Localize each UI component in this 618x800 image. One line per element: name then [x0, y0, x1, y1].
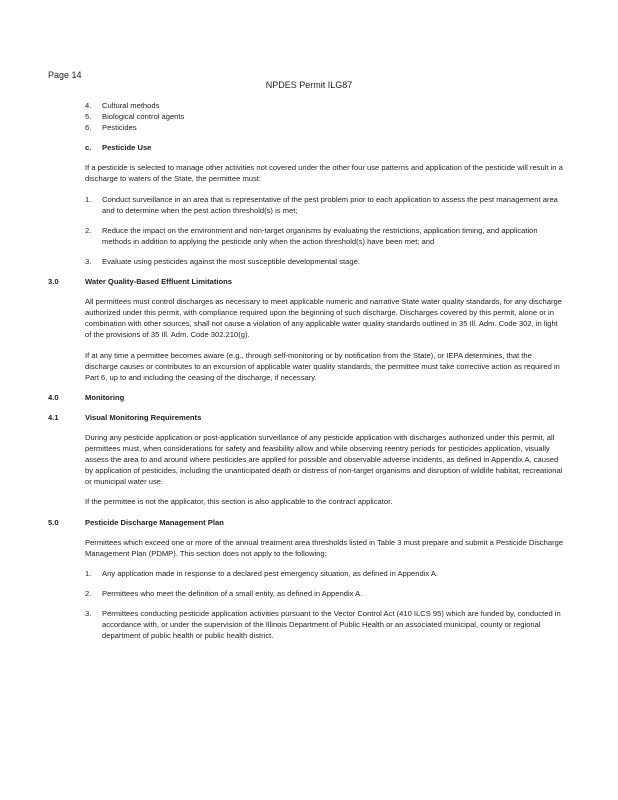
list-item [0, 194, 566, 216]
section-heading [0, 412, 618, 423]
list-number: 2. [85, 588, 92, 598]
list-text: Reduce the impact on the environment and non-target organisms by evaluating the restrictions, application timing, and application methods in addition to applying the pesticide only when the action threshold(s) have been met; and [102, 225, 538, 246]
paragraph: All permittees must control discharges as necessary to meet applicable numeric and narrative State water quality standards, for any discharge authorized under this permit, with compliance required upon the beginning of such discharge. Discharges covered by this permit, alone or in combination with other sources, shall not cause a violation of any applicable water quality standards outlined in 35 Ill. Adm. Code 302, in light of the provisions of 35 Ill. Adm. Code 302.210(g). [85, 297, 562, 340]
paragraph: If at any time a permittee becomes aware (e.g., through self-monitoring or by notification from the State), or IEPA determines, that the discharge causes or contributes to an excursion of applicable water quality standards, the permittee must take corrective action as required in Part 6, up to and including the ceasing of the discharge, if necessary. [85, 350, 560, 382]
list-text: Biological control agents [102, 112, 185, 122]
header-title: NPDES Permit ILG87 [265, 80, 353, 90]
section-heading [0, 392, 618, 403]
list-number: 5. [85, 112, 92, 122]
list-item [0, 588, 566, 599]
section-title: Pesticide Discharge Management Plan [85, 517, 224, 527]
list-number: 6. [85, 123, 92, 133]
list-item [0, 256, 566, 267]
list-text: Permittees conducting pesticide application activities pursuant to the Vector Control Act (410 ILCS 95) which are funded by, conducted in accordance with, or under the supervision of the Illinois Department of Public Health or an associated municipal, county or regional department of public health or public health district. [102, 609, 561, 641]
list-item [0, 225, 566, 247]
section-number: 4.0 [48, 392, 59, 402]
list-text: Cultural methods [102, 101, 160, 110]
list-item [0, 608, 566, 641]
section-heading [0, 276, 618, 287]
section-number: 3.0 [48, 277, 59, 287]
list-number: 3. [85, 256, 92, 266]
document-body [0, 100, 618, 641]
subsection-heading [0, 142, 618, 153]
list-number: 1. [85, 194, 92, 204]
list-item [0, 100, 618, 111]
list-item [0, 568, 566, 579]
list-text: Permittees who meet the definition of a small entity, as defined in Appendix A. [102, 588, 363, 598]
list-number: 2. [85, 225, 92, 235]
list-number: 4. [85, 101, 92, 110]
paragraph: Permittees which exceed one or more of the annual treatment area thresholds listed in Table 3 must prepare and submit a Pesticide Discharge Management Plan (PDMP). This section does not apply to the following: [85, 537, 564, 558]
paragraph: If the permittee is not the applicator, this section is also applicable to the contract applicator. [85, 497, 393, 507]
paragraph: During any pesticide application or post-application surveillance of any pesticide application with discharges authorized under this permit, all permittees must, when considerations for safety and feasibility allow and while observing reentry periods for pesticides application, visually assess the area to and around where pesticides are applied for possible and observable adverse incidents, as defined in Appendix A, caused by application of pesticides, including the unanticipated death or distress of non-target organisms and disruption of wildlife habitat, recreational or municipal water use. [85, 432, 563, 487]
section-title: Monitoring [85, 392, 125, 402]
section-title: Water Quality-Based Effluent Limitations [85, 277, 232, 287]
subsection-number: c. [85, 143, 92, 153]
list-number: 1. [85, 568, 92, 578]
list-text: Pesticides [102, 123, 137, 133]
paragraph: If a pesticide is selected to manage other activities not covered under the other four use patterns and application of the pesticide will result in a discharge to waters of the State, the permittee must: [85, 163, 563, 184]
section-number: 4.1 [48, 412, 59, 422]
list-item [0, 111, 618, 122]
list-text: Conduct surveillance in an area that is representative of the pest problem prior to each application to assess the pest management area and to determine when the pest action threshold(s) is met; [102, 194, 558, 215]
list-text: Evaluate using pesticides against the most susceptible developmental stage. [102, 256, 360, 266]
section-number: 5.0 [48, 517, 59, 527]
list-number: 3. [85, 609, 92, 618]
section-heading [0, 517, 618, 528]
page-number: Page 14 [48, 70, 82, 80]
section-title: Visual Monitoring Requirements [85, 412, 202, 422]
list-text: Any application made in response to a declared pest emergency situation, as defined in Appendix A. [102, 568, 439, 578]
list-item [0, 122, 618, 133]
subsection-title: Pesticide Use [102, 143, 152, 153]
